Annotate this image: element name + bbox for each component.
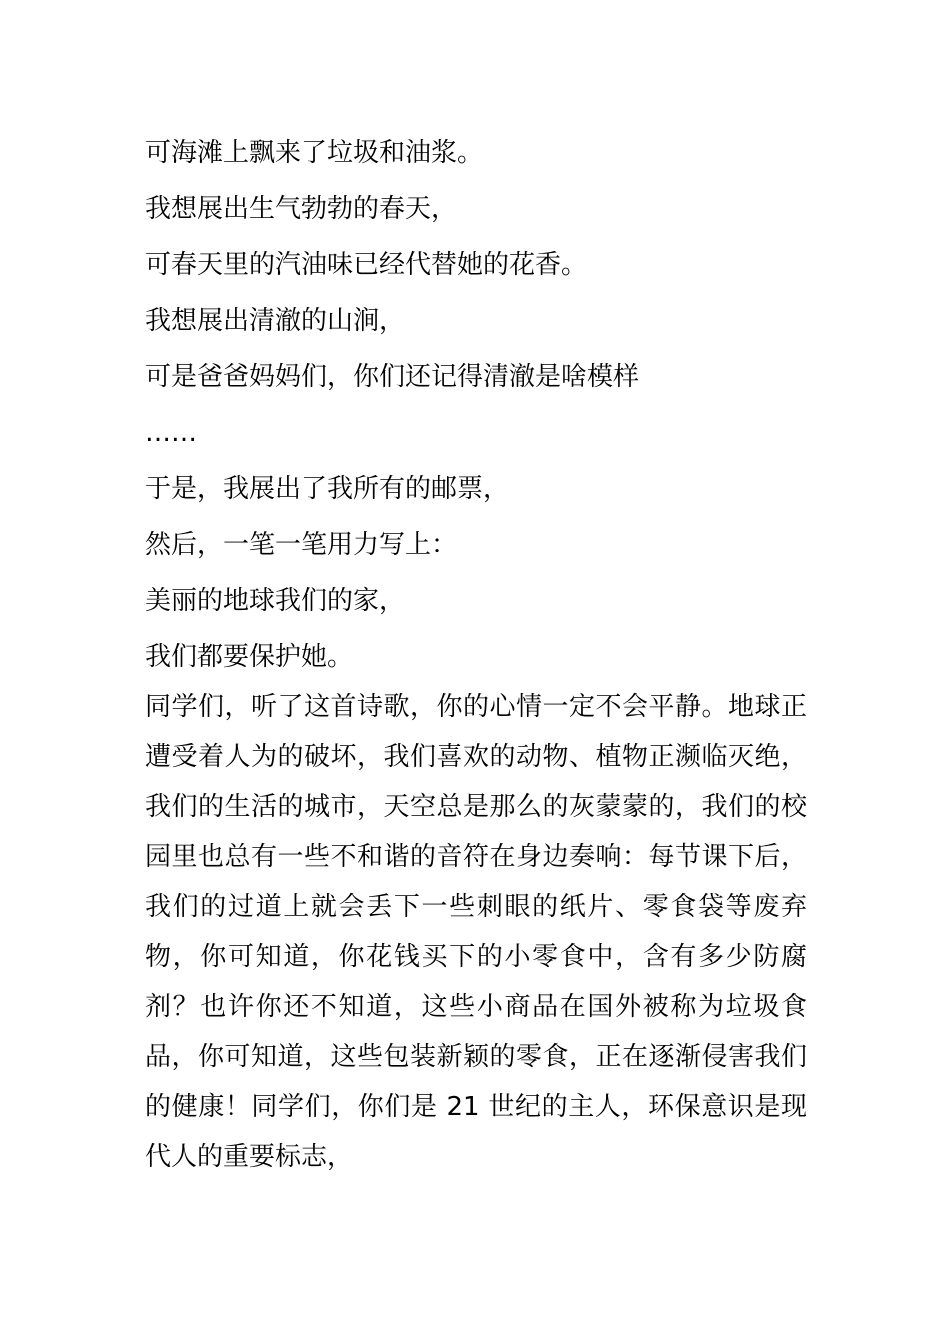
poem-line: 可春天里的汽油味已经代替她的花香。 bbox=[145, 250, 588, 280]
poem-line: 我想展出清澈的山涧， bbox=[145, 306, 406, 336]
body-paragraph: 同学们，听了这首诗歌，你的心情一定不会平静。地球正遭受着人为的破坏，我们喜欢的动物、植物正濒临灭绝，我们的生活的城市，天空总是那么的灰蒙蒙的，我们的校园里也总有一些不和谐的音符在身边奏响：每节课下后，我们的过道上就会丢下一些刺眼的纸片、零食袋等废弃物，你可知道，你花钱买下的小零食中，含有多少防腐剂？也许你还不知道，这些小商品在国外被称为垃圾食品，你可知道，这些包装新颖的零食，正在逐渐侵害我们的健康！同学们，你们是 21 世纪的主人，环保意识是现代人的重要标志， bbox=[145, 692, 807, 1172]
poem-block bbox=[145, 125, 825, 685]
poem-ellipsis: …… bbox=[145, 418, 197, 448]
poem-line: 于是，我展出了我所有的邮票， bbox=[145, 474, 510, 504]
poem-line: 可海滩上飘来了垃圾和油浆。 bbox=[145, 138, 484, 168]
poem-line: 然后，一笔一笔用力写上： bbox=[145, 530, 458, 560]
poem-line: 我想展出生气勃勃的春天， bbox=[145, 194, 458, 224]
poem-line: 我们都要保护她。 bbox=[145, 642, 354, 672]
poem-line: 美丽的地球我们的家， bbox=[145, 586, 406, 616]
poem-line: 可是爸爸妈妈们，你们还记得清澈是啥模样 bbox=[145, 362, 640, 392]
